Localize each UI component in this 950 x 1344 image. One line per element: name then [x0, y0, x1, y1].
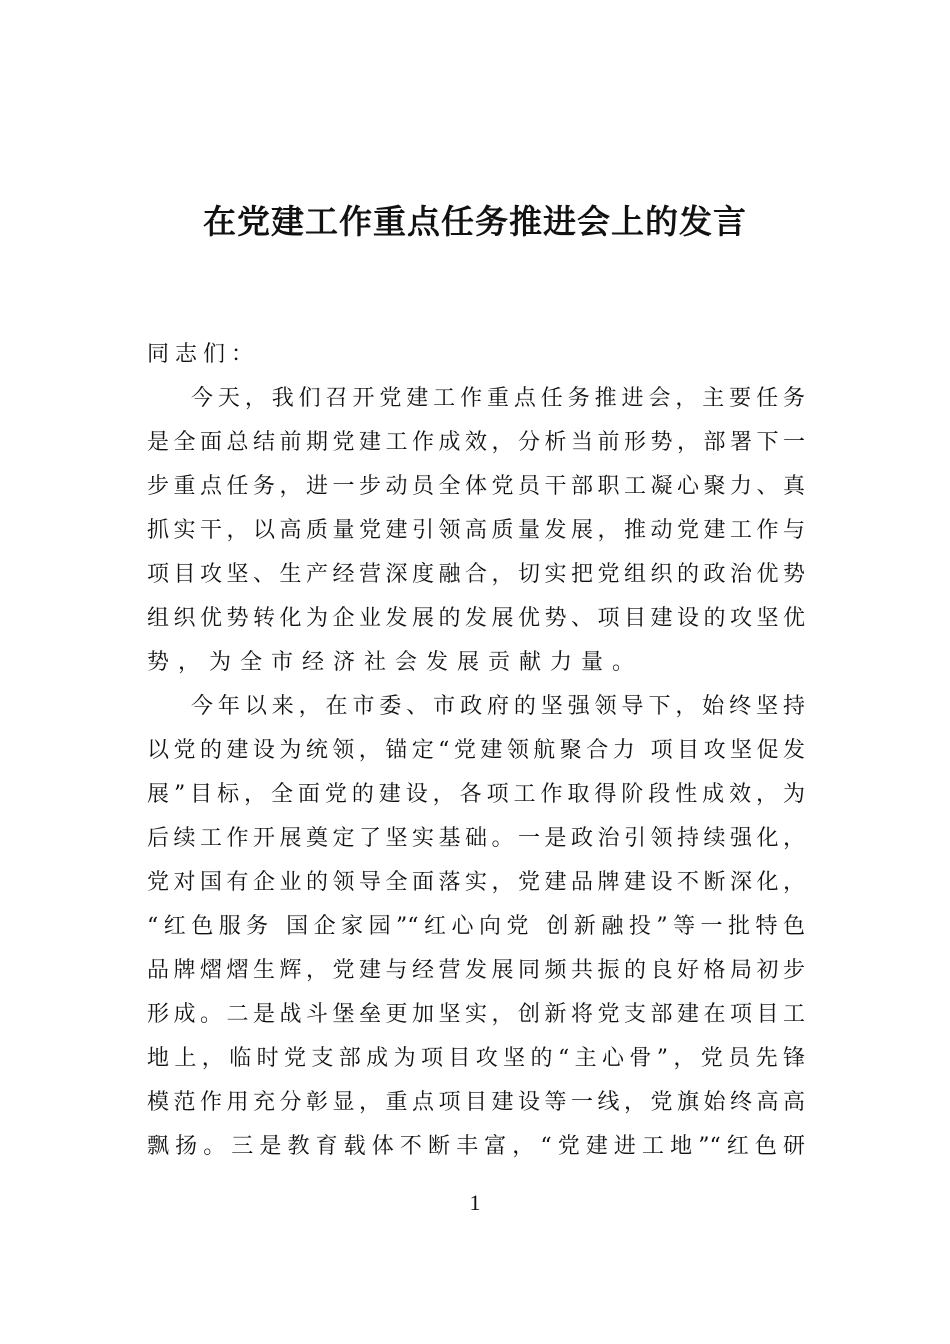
- text-line: 品牌熠熠生辉，党建与经营发展同频共振的良好格局初步: [147, 958, 805, 983]
- paragraph-1: [147, 377, 805, 685]
- text-line: 是全面总结前期党建工作成效，分析当前形势，部署下一: [147, 430, 805, 455]
- page-number: 1: [469, 1190, 481, 1215]
- text-line: 党对国有企业的领导全面落实，党建品牌建设不断深化，: [147, 870, 805, 895]
- text-line: 今年以来，在市委、市政府的坚强领导下，始终坚持: [191, 694, 805, 719]
- text-line: 模范作用充分彰显，重点项目建设等一线，党旗始终高高: [147, 1090, 805, 1115]
- text-line: 抓实干，以高质量党建引领高质量发展，推动党建工作与: [147, 518, 805, 543]
- text-line: 以党的建设为统领，锚定“党建领航聚合力 项目攻坚促发: [147, 738, 805, 763]
- text-line: 展”目标，全面党的建设，各项工作取得阶段性成效，为: [147, 782, 805, 807]
- document-title: 在党建工作重点任务推进会上的发言: [203, 202, 747, 241]
- paragraph-2: [147, 685, 805, 1169]
- text-line: 势，为全市经济社会发展贡献力量。: [147, 650, 644, 675]
- text-line: 今天，我们召开党建工作重点任务推进会，主要任务: [191, 386, 805, 411]
- text-line: 后续工作开展奠定了坚实基础。一是政治引领持续强化，: [147, 826, 805, 851]
- body-text: [147, 377, 805, 1169]
- text-line: 飘扬。三是教育载体不断丰富，“党建进工地”“红色研: [147, 1134, 805, 1159]
- text-line: “红色服务 国企家园”“红心向党 创新融投”等一批特色: [147, 914, 805, 939]
- text-line: 地上，临时党支部成为项目攻坚的“主心骨”，党员先锋: [147, 1046, 805, 1071]
- greeting: 同志们：: [147, 342, 260, 367]
- text-line: 步重点任务，进一步动员全体党员干部职工凝心聚力、真: [147, 474, 805, 499]
- text-line: 项目攻坚、生产经营深度融合，切实把党组织的政治优势: [147, 562, 805, 587]
- text-line: 组织优势转化为企业发展的发展优势、项目建设的攻坚优: [147, 606, 805, 631]
- text-line: 形成。二是战斗堡垒更加坚实，创新将党支部建在项目工: [147, 1002, 805, 1027]
